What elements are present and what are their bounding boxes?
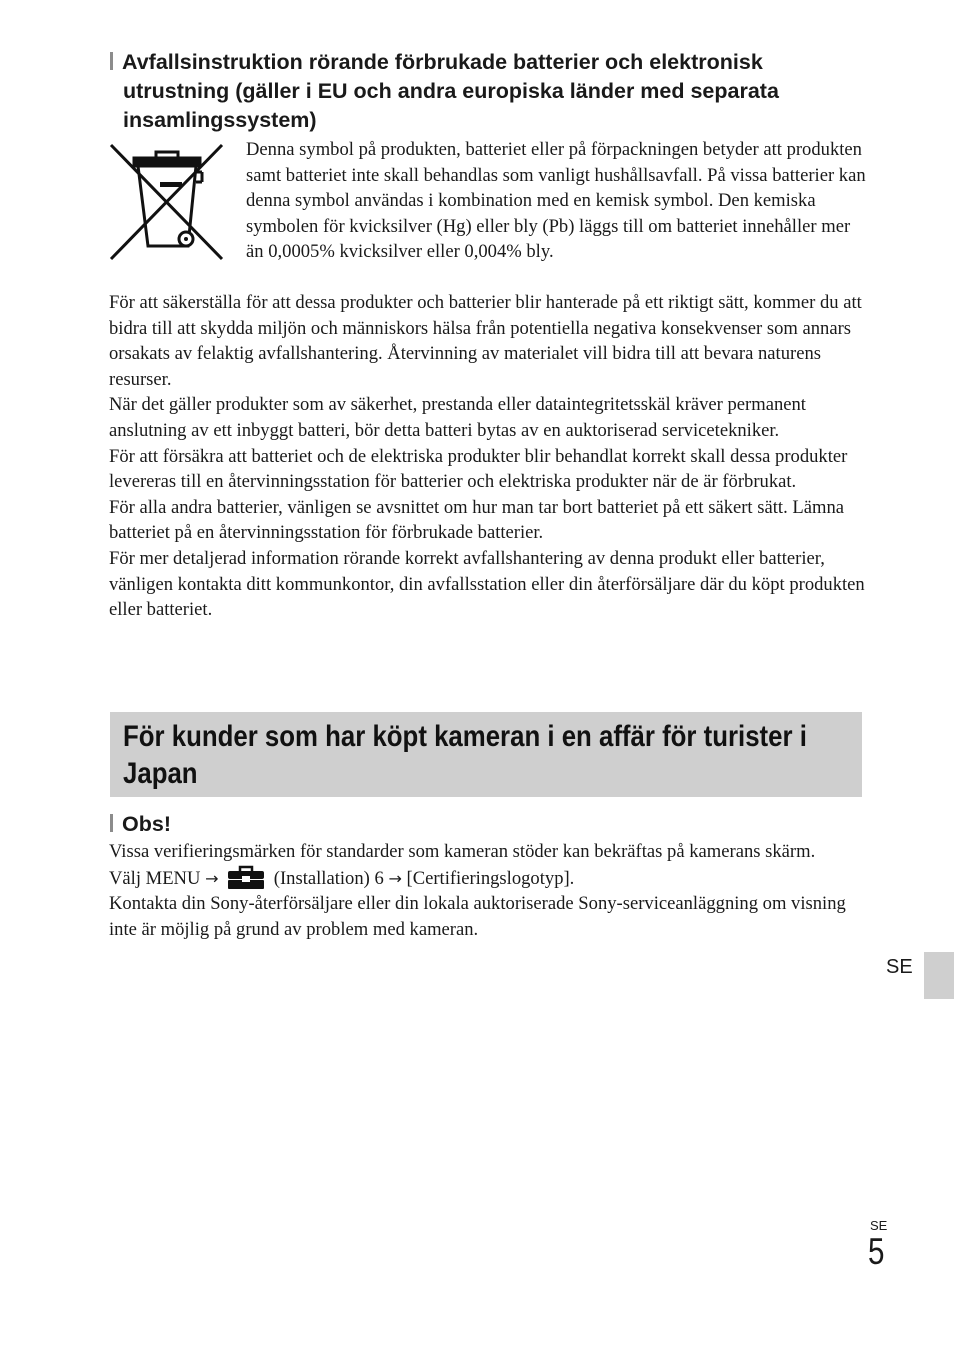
toolbox-icon <box>227 865 265 889</box>
heading-marker <box>110 814 113 832</box>
disposal-paragraph: För alla andra batterier, vänligen se avsnittet om hur man tar bort batteriet på ett säkert sätt. Lämna batteriet på en återvinningsstation för förbrukade batterier. <box>109 496 844 544</box>
menu-item: [Certifieringslogotyp]. <box>406 867 575 889</box>
section-title-line-2: Japan <box>123 757 198 790</box>
crossed-out-wheelie-bin-icon <box>108 142 226 262</box>
footer-language: SE <box>870 1218 888 1233</box>
disposal-paragraph: För att säkerställa för att dessa produkter och batterier blir hanterade på ett riktigt sätt, kommer du att bidra till att skydda miljön och människors hälsa från potentiella negativa konsekvenser som annars orsakats av felaktig avfallshantering. Återvinning av materialet vill bidra till att bevara naturens resurser. <box>109 292 862 390</box>
disposal-paragraphs <box>109 290 869 623</box>
menu-prefix: Välj MENU <box>109 867 201 889</box>
note-heading-label: Obs! <box>122 812 171 836</box>
arrow-icon: → <box>388 868 402 888</box>
disposal-paragraph: För mer detaljerad information rörande korrekt avfallshantering av denna produkt eller batterier, vänligen kontakta ditt kommunkontor, din avfallsstation eller din återförsäljare där du köpt produkten eller batteriet. <box>109 547 865 621</box>
section-title <box>123 718 863 792</box>
disposal-heading <box>110 48 880 135</box>
disposal-intro: Denna symbol på produkten, batteriet eller på förpackningen betyder att produkten samt batteriet inte skall behandlas som vanligt hushållsavfall. På vissa batterier kan denna symbol användas i kombination med en kemisk symbol. Den kemiska symbolen för kvicksilver (Hg) eller bly (Pb) läggs till om batteriet innehåller mer än 0,0005% kvicksilver eller 0,004% bly. <box>246 139 866 263</box>
menu-instruction <box>109 865 869 892</box>
disposal-heading-line-1: Avfallsinstruktion rörande förbrukade batterier och elektronisk <box>122 50 763 74</box>
menu-setup: (Installation) 6 <box>273 867 384 889</box>
note-paragraph: Vissa verifieringsmärken för standarder som kameran stöder kan bekräftas på kamerans skärm. <box>109 841 816 862</box>
arrow-icon: → <box>205 868 219 888</box>
page-number: 5 <box>868 1231 885 1272</box>
disposal-heading-line-2: utrustning (gäller i EU och andra europiska länder med separata <box>123 79 779 103</box>
side-tab <box>924 952 954 999</box>
section-title-line-1: För kunder som har köpt kameran i en affär för turister i <box>123 720 807 753</box>
note-body <box>109 839 869 942</box>
heading-marker <box>110 52 113 70</box>
section-banner <box>110 712 862 797</box>
note-paragraph: Kontakta din Sony-återförsäljare eller din lokala auktoriserade Sony-serviceanläggning om visning inte är möjlig på grund av problem med kameran. <box>109 893 846 940</box>
side-tab-label: SE <box>886 956 913 978</box>
disposal-paragraph: För att försäkra att batteriet och de elektriska produkter blir behandlat korrekt skall dessa produkter levereras till en återvinningsstation för batterier och elektriska produkter när de är förbrukat. <box>109 445 848 493</box>
disposal-paragraph: När det gäller produkter som av säkerhet, prestanda eller dataintegritetsskäl kräver permanent anslutning av ett inbyggt batteri, bör detta batteri bytas av en auktoriserad servicetekniker. <box>109 394 806 441</box>
disposal-heading-line-3: insamlingssystem) <box>123 108 317 132</box>
note-heading <box>110 810 171 839</box>
